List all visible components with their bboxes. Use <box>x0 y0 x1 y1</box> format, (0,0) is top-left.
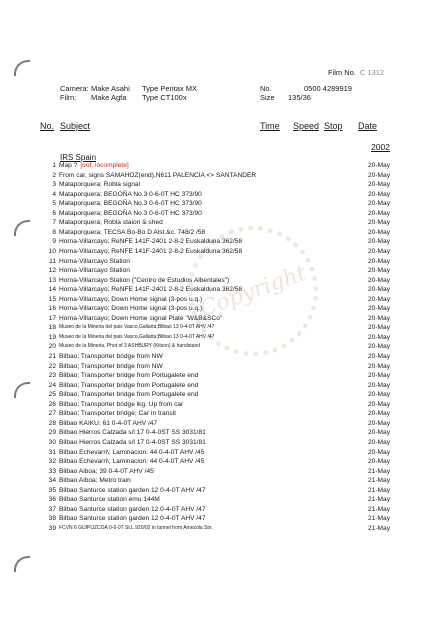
row-subject <box>59 390 198 399</box>
log-row <box>0 495 440 504</box>
row-subject-text: Bilbao Santurce station garden 12 0-4-0T AHV /47 <box>59 505 206 513</box>
row-subject-text: Mataporquera; Robla staion & shed <box>59 219 163 227</box>
log-row <box>0 295 440 304</box>
log-row <box>0 266 440 275</box>
row-number: 13 <box>48 276 56 284</box>
row-number: 39 <box>48 524 56 532</box>
row-subject <box>59 285 242 294</box>
log-row <box>0 323 440 332</box>
row-subject-text: Bilbao; Transporter bridge from NW <box>59 362 163 370</box>
row-number: 11 <box>49 257 56 265</box>
row-subject <box>59 457 204 466</box>
row-number: 1 <box>52 162 56 169</box>
log-row <box>0 171 440 180</box>
log-row <box>0 276 440 285</box>
row-date: 20-May <box>368 429 390 437</box>
film-size-label: Size <box>260 93 275 102</box>
log-row <box>0 237 440 246</box>
row-date: 20-May <box>368 238 390 246</box>
row-subject <box>59 237 242 246</box>
row-subject-text: Horna-Villarcayo; ReNFE 141F-2401 2-8-2 Euskalduna 362/58 <box>59 247 243 255</box>
row-subject-text: Bilbao; Transporter bridge lkg. Up from car <box>59 400 184 408</box>
row-date: 21-May <box>368 524 390 532</box>
row-number: 6 <box>52 209 56 217</box>
row-subject <box>59 400 183 409</box>
row-subject <box>59 362 163 371</box>
row-subject-text: Horna-Villarcayo; Down Home signal Plate "W&B&SCo" <box>59 314 223 322</box>
row-date: 20-May <box>368 171 390 179</box>
row-date: 20-May <box>368 324 390 332</box>
row-subject <box>59 524 213 533</box>
film-number <box>328 68 384 77</box>
row-subject-text: FCVN 6 GUIPUZCOA 0-6-0T St.L 920/02 in tunnel from Amezola Stn. <box>59 524 213 531</box>
row-date: 20-May <box>368 247 390 255</box>
row-number: 8 <box>52 228 56 236</box>
row-subject <box>59 314 222 323</box>
log-row <box>0 419 440 428</box>
row-number: 34 <box>48 477 56 485</box>
row-subject-text: Bilbao; Transporter bridge; Car in transit <box>59 410 176 418</box>
row-number: 27 <box>48 410 56 418</box>
row-subject <box>59 276 229 285</box>
row-date: 20-May <box>368 314 390 322</box>
row-date: 20-May <box>368 219 390 227</box>
log-row <box>0 505 440 514</box>
log-row <box>0 524 440 533</box>
log-row <box>0 448 440 457</box>
row-number: 33 <box>48 467 56 475</box>
log-row <box>0 314 440 323</box>
row-date: 20-May <box>368 343 390 351</box>
row-number: 36 <box>48 496 56 504</box>
log-row <box>0 304 440 313</box>
column-header-date: Date <box>358 121 378 131</box>
row-date: 21-May <box>368 505 390 513</box>
year-heading: 2002 <box>371 142 390 152</box>
row-date: 20-May <box>368 181 390 189</box>
row-subject <box>59 505 206 514</box>
column-header-time: Time <box>260 121 280 131</box>
row-subject-text: Bilbao Echevarri\; Laminacion: 44 0-4-0T AHV /45 <box>59 458 205 466</box>
section-heading: IRS Spain <box>60 153 97 162</box>
row-subject-text: Bilbao Echevarri\; Laminacion: 44 0-4-0T AHV /45 <box>59 448 205 456</box>
row-subject-text: Bilbao Santurce station emu 144M <box>59 496 160 504</box>
row-subject <box>59 467 154 476</box>
row-subject-text: Mataporquera; BEGOÑA No.3 0-6-0T HC 373/90 <box>59 209 202 217</box>
row-date: 20-May <box>368 295 390 303</box>
row-number: 24 <box>48 381 56 389</box>
row-number: 17 <box>48 314 56 322</box>
row-subject <box>59 257 130 266</box>
log-row <box>0 342 440 351</box>
row-subject <box>59 304 202 313</box>
row-subject-text: Museo de la Mineria del pais Vasco,Gallarta;Bilbao 13 0-4-0T AHV /47 <box>59 333 215 340</box>
row-subject <box>59 323 214 332</box>
log-row <box>0 228 440 237</box>
film-type: Type CT100x <box>142 93 187 102</box>
log-row <box>0 333 440 342</box>
row-number: 32 <box>48 458 56 466</box>
row-subject-text: Bilbao; Transporter bridge from Portugalete end <box>59 391 199 399</box>
log-row <box>0 218 440 227</box>
row-number: 20 <box>48 343 56 351</box>
film-number-label: Film No. <box>328 68 356 77</box>
log-row <box>0 180 440 189</box>
row-subject-text: Museo de la Mineria, Phot of 3 ASHBURY (Kitson) & handstand <box>59 343 201 350</box>
row-date: 20-May <box>368 362 390 370</box>
row-date: 21-May <box>368 486 390 494</box>
log-row <box>0 514 440 523</box>
row-subject <box>59 228 205 237</box>
log-row <box>0 209 440 218</box>
row-subject <box>59 342 200 351</box>
log-row <box>0 457 440 466</box>
row-number: 14 <box>48 286 56 294</box>
column-header-stop: Stop <box>324 121 343 131</box>
film-label: Film: <box>60 93 77 102</box>
row-subject-text: Bilbao; Transporter bridge from Portugalete end <box>59 372 199 380</box>
row-date: 20-May <box>368 448 390 456</box>
row-date: 20-May <box>368 333 390 341</box>
film-make: Make Agfa <box>91 93 127 102</box>
row-date: 21-May <box>368 515 390 523</box>
row-subject <box>59 409 176 418</box>
row-number: 4 <box>52 190 56 198</box>
row-subject <box>59 247 242 256</box>
row-subject <box>59 381 198 390</box>
row-number: 2 <box>52 171 56 179</box>
row-subject-text: Horna-Villarcayo Station ("Centro de Estudios Albentales") <box>59 276 230 284</box>
camera-no-value: 0500 4289919 <box>304 84 352 93</box>
log-row <box>0 390 440 399</box>
row-subject <box>59 180 140 189</box>
row-date: 21-May <box>368 496 390 504</box>
log-row <box>0 352 440 361</box>
row-number: 38 <box>48 515 56 523</box>
log-row <box>0 190 440 199</box>
row-subject-text: Bilbao Aiboa; 39 0-4-0T AHV /45 <box>59 467 154 475</box>
row-subject <box>59 199 202 208</box>
row-subject-text: Bilbao Aiboa; Metro train <box>59 477 131 485</box>
row-number: 28 <box>48 419 56 427</box>
row-date: 20-May <box>368 419 390 427</box>
log-row <box>0 486 440 495</box>
row-date: 20-May <box>368 209 390 217</box>
row-number: 3 <box>52 181 56 189</box>
row-date: 21-May <box>368 477 390 485</box>
row-number: 35 <box>48 486 56 494</box>
log-row <box>0 285 440 294</box>
row-number: 25 <box>48 391 56 399</box>
row-subject-text: Mataporquera; BEGOÑA No.3 0-6-0T HC 373/90 <box>59 200 202 208</box>
row-subject <box>59 428 206 437</box>
camera-label: Camera: <box>60 84 89 93</box>
row-subject-text: Map ? <box>59 162 78 169</box>
row-subject-text: Mataporquera; BEGOÑA No.3 0-6-0T HC 373/90 <box>59 190 202 198</box>
log-row <box>0 476 440 485</box>
row-note: [oof, incomplete] <box>80 162 129 169</box>
row-date: 20-May <box>368 228 390 236</box>
log-row <box>0 362 440 371</box>
row-date: 20-May <box>368 267 390 275</box>
row-number: 12 <box>48 267 56 275</box>
row-subject-text: Mataporquera; Robla signal <box>59 181 141 189</box>
row-subject <box>59 371 198 380</box>
row-date: 21-May <box>368 467 390 475</box>
row-date: 20-May <box>368 353 390 360</box>
row-date: 20-May <box>368 410 390 418</box>
row-number: 22 <box>48 362 56 370</box>
row-subject <box>59 161 129 170</box>
row-date: 20-May <box>368 257 390 265</box>
row-subject-text: Museo de la Mineria del pais Vasco,Gallarta;Bilbao 13 0-4-0T AHV /47 <box>59 324 215 331</box>
row-subject-text: Bilbao; Transporter bridge from NW <box>59 353 163 360</box>
row-number: 23 <box>48 372 56 380</box>
row-subject <box>59 476 131 485</box>
log-row <box>0 467 440 476</box>
row-subject <box>59 295 202 304</box>
log-row <box>0 438 440 447</box>
log-row <box>0 428 440 437</box>
binder-hole-mark <box>14 60 30 76</box>
row-subject <box>59 218 163 227</box>
row-subject-text: Bilbao Santurce station garden 12 0-4-0T AHV /47 <box>59 515 206 523</box>
row-subject-text: Horna-Villarcayo; Down Home signal (3-pos u.q.) <box>59 305 203 313</box>
row-number: 21 <box>48 353 56 360</box>
row-number: 19 <box>48 333 56 341</box>
camera-type: Type Pentax MX <box>142 84 198 93</box>
row-subject-text: Bilbao KAIKU; 61 0-4-0T AHV /47 <box>59 419 158 427</box>
row-subject <box>59 333 214 342</box>
row-date: 20-May <box>368 190 390 198</box>
log-row <box>0 409 440 418</box>
copyright-watermark: Copyright <box>170 208 337 375</box>
row-number: 7 <box>52 219 56 227</box>
film-number-value: C 1312 <box>359 68 385 77</box>
row-subject <box>59 171 256 180</box>
row-date: 20-May <box>368 372 390 380</box>
camera-make: Make Asahi <box>91 84 130 93</box>
row-date: 20-May <box>368 162 390 169</box>
log-row <box>0 247 440 256</box>
row-date: 20-May <box>368 400 390 408</box>
camera-no-label: No. <box>260 84 272 93</box>
row-subject <box>59 209 202 218</box>
row-subject-text: Horna-Villarcayo; ReNFE 141F-2401 2-8-2 Euskalduna 362/58 <box>59 238 243 246</box>
log-row <box>0 257 440 266</box>
row-number: 30 <box>48 438 56 446</box>
row-subject-text: Bilbao Santurce station garden 12 0-4-0T AHV /47 <box>59 486 206 494</box>
row-date: 20-May <box>368 276 390 284</box>
log-row <box>0 161 440 170</box>
row-date: 20-May <box>368 381 390 389</box>
row-subject <box>59 438 206 447</box>
row-subject-text: Horna-Villarcayo Station <box>59 267 130 275</box>
row-date: 20-May <box>368 438 390 446</box>
row-number: 37 <box>48 505 56 513</box>
row-date: 20-May <box>368 458 390 466</box>
row-number: 29 <box>48 429 56 437</box>
log-row <box>0 381 440 390</box>
log-row <box>0 371 440 380</box>
binder-hole-mark <box>14 556 30 572</box>
row-subject <box>59 266 130 275</box>
row-number: 26 <box>48 400 56 408</box>
log-row <box>0 199 440 208</box>
row-number: 10 <box>48 247 56 255</box>
row-subject-text: Mataporquera; TECSA Bo-Bo D Alst.&c. 748/2 /58 <box>59 228 206 236</box>
row-subject-text: Horna-Villarcayo Station <box>59 257 130 265</box>
row-subject <box>59 448 204 457</box>
row-date: 20-May <box>368 286 390 294</box>
log-row <box>0 400 440 409</box>
column-header-subject: Subject <box>60 121 91 131</box>
row-subject-text: Horna-Villarcayo; ReNFE 141F-2401 2-8-2 Euskalduna 362/58 <box>59 286 243 294</box>
row-date: 20-May <box>368 200 390 208</box>
row-number: 9 <box>52 238 56 246</box>
row-date: 20-May <box>368 391 390 399</box>
row-subject <box>59 190 202 199</box>
row-subject-text: Bilbao Hierros Calzada s/l 17 0-4-0ST SS 3031/81 <box>59 429 206 437</box>
row-subject-text: Horna-Villarcayo; Down Home signal (3-pos u.q.) <box>59 295 203 303</box>
row-number: 18 <box>48 324 56 332</box>
row-subject-text: Bilbao; Transporter bridge from Portugalete end <box>59 381 199 389</box>
column-header-no: No. <box>40 121 55 131</box>
row-subject <box>59 514 206 523</box>
row-date: 20-May <box>368 305 390 313</box>
row-subject-text: Bilbao Hierros Calzada s/l 17 0-4-0ST SS 3031/81 <box>59 438 206 446</box>
film-size-value: 135/36 <box>288 93 311 102</box>
row-number: 15 <box>48 295 56 303</box>
row-subject <box>59 352 163 361</box>
row-subject <box>59 486 206 495</box>
row-subject <box>59 419 157 428</box>
row-number: 16 <box>48 305 56 313</box>
column-header-speed: Speed <box>293 121 320 131</box>
row-number: 5 <box>52 200 56 208</box>
row-subject <box>59 495 160 504</box>
row-number: 31 <box>48 448 56 456</box>
row-subject-text: From car, signs SAMAHOZ(end),N611 PALENCIA <> SANTANDER <box>59 171 257 179</box>
